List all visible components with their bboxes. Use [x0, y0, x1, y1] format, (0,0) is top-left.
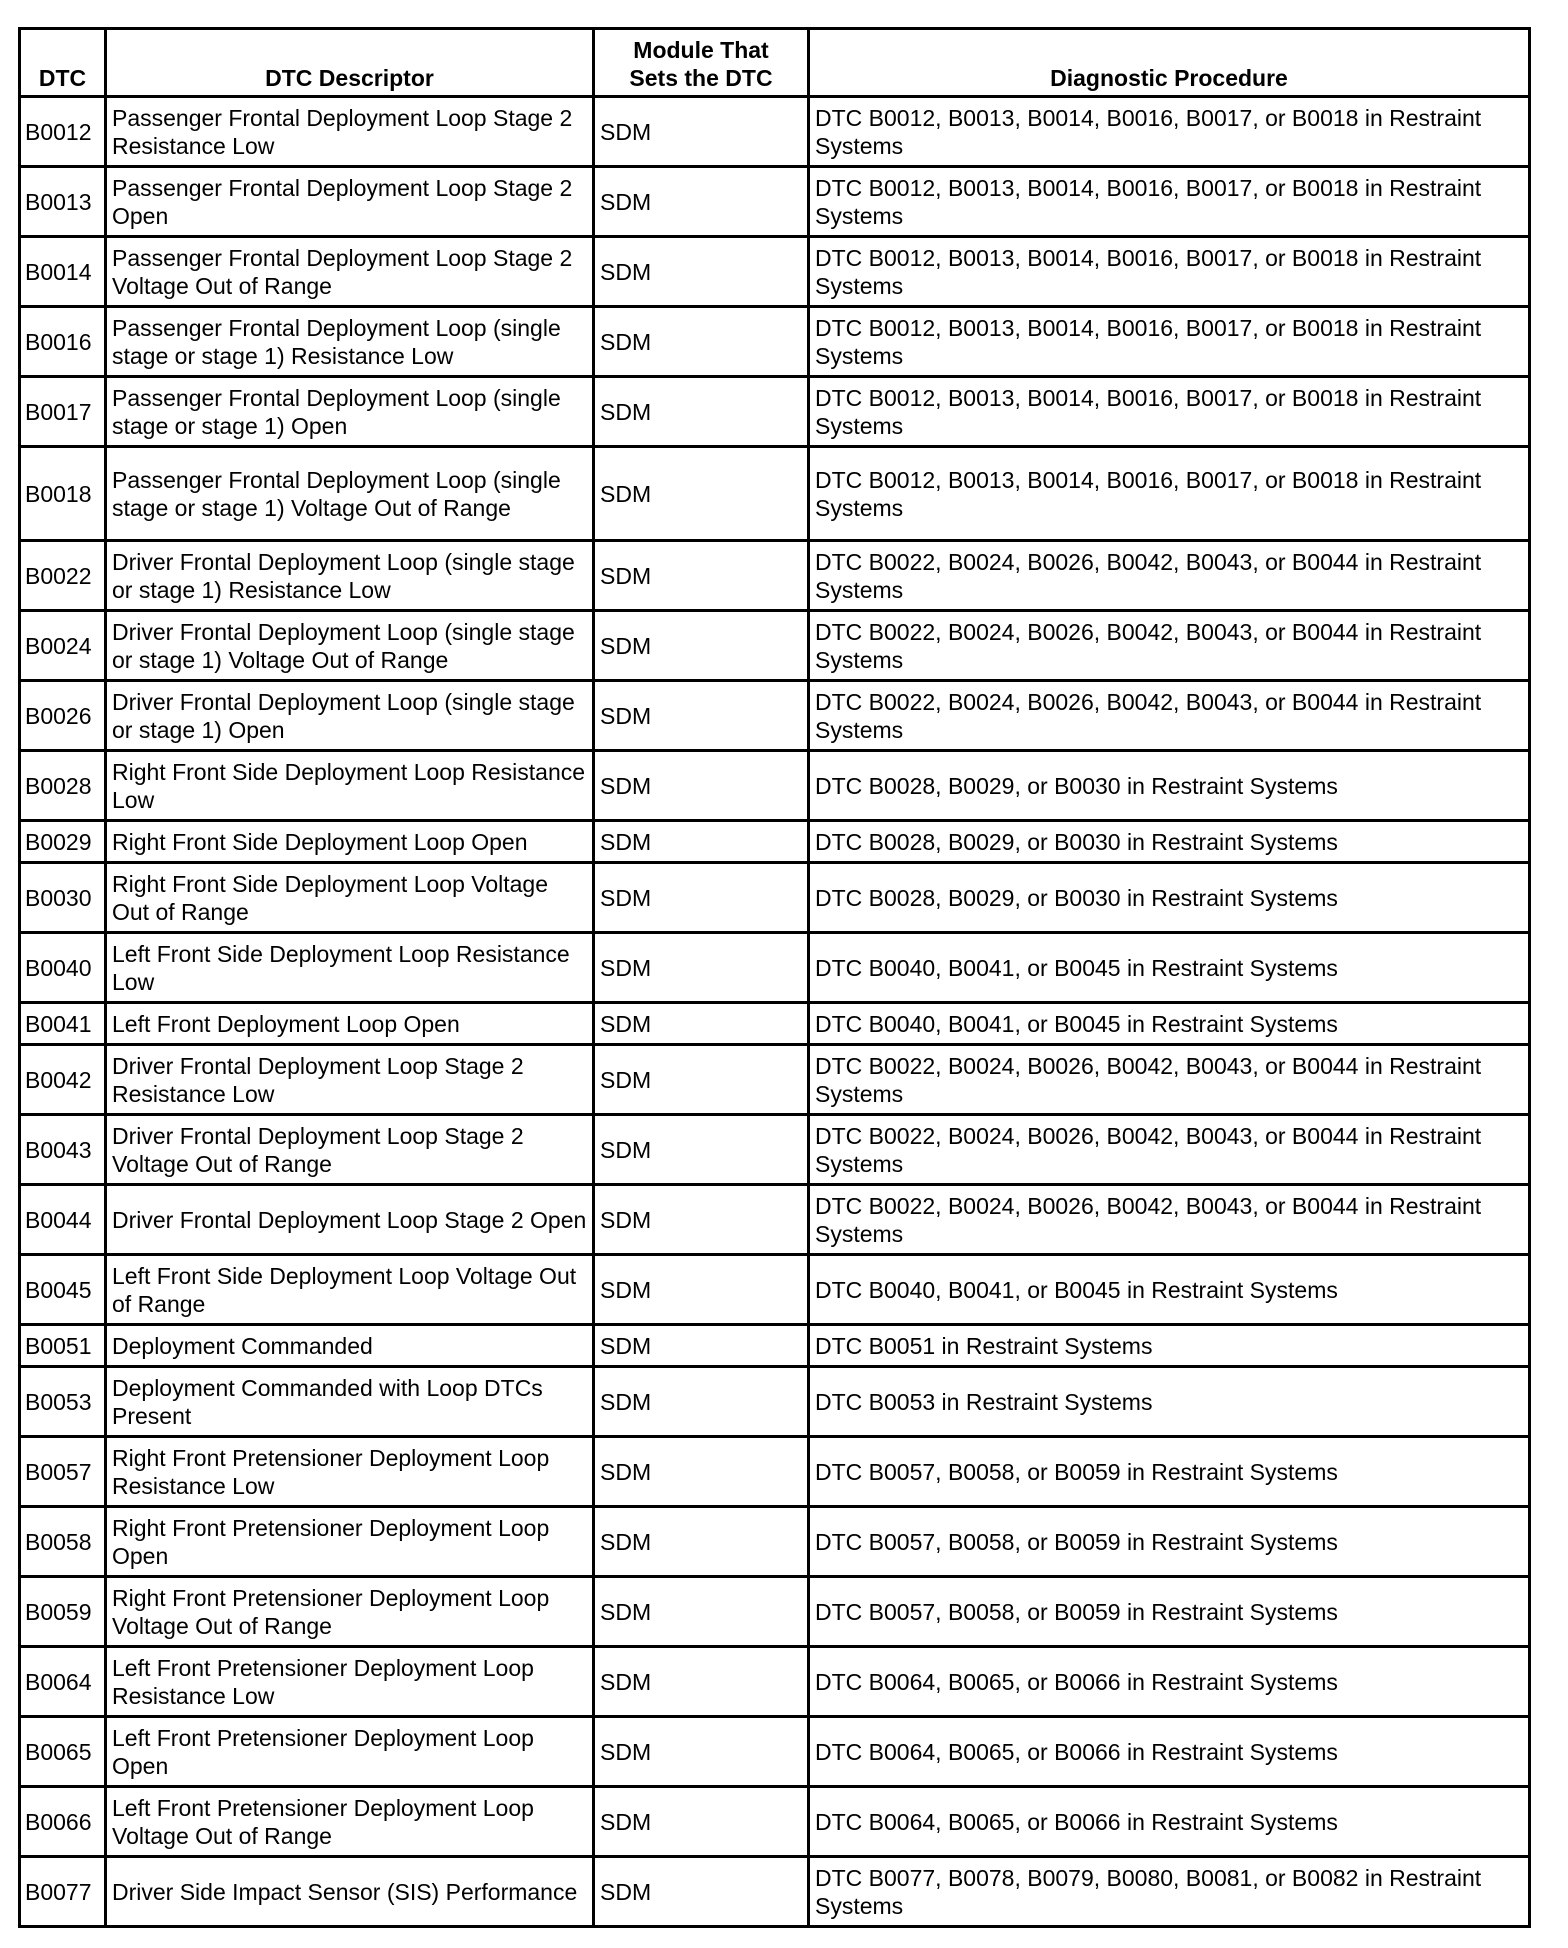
- cell-dtc-code: B0024: [20, 611, 106, 681]
- header-module: [594, 29, 809, 97]
- cell-diagnostic-procedure: DTC B0077, B0078, B0079, B0080, B0081, or B0082 in Restraint Systems: [809, 1857, 1530, 1927]
- cell-dtc-code: B0026: [20, 681, 106, 751]
- cell-diagnostic-procedure: DTC B0040, B0041, or B0045 in Restraint Systems: [809, 1003, 1530, 1045]
- cell-dtc-code: B0012: [20, 97, 106, 167]
- cell-dtc-code: B0064: [20, 1647, 106, 1717]
- cell-dtc-descriptor: Left Front Side Deployment Loop Resistance Low: [106, 933, 594, 1003]
- cell-dtc-descriptor: Right Front Side Deployment Loop Resistance Low: [106, 751, 594, 821]
- table-row: [20, 1115, 1530, 1185]
- header-dtc: DTC: [20, 29, 106, 97]
- cell-dtc-code: B0065: [20, 1717, 106, 1787]
- cell-dtc-descriptor: Driver Frontal Deployment Loop Stage 2 Open: [106, 1185, 594, 1255]
- cell-diagnostic-procedure: DTC B0064, B0065, or B0066 in Restraint Systems: [809, 1787, 1530, 1857]
- cell-dtc-code: B0041: [20, 1003, 106, 1045]
- cell-dtc-descriptor: Driver Frontal Deployment Loop Stage 2 Resistance Low: [106, 1045, 594, 1115]
- cell-module: SDM: [594, 1325, 809, 1367]
- cell-dtc-descriptor: Right Front Side Deployment Loop Open: [106, 821, 594, 863]
- cell-module: SDM: [594, 447, 809, 541]
- cell-dtc-code: B0028: [20, 751, 106, 821]
- cell-dtc-code: B0022: [20, 541, 106, 611]
- table-row: [20, 447, 1530, 541]
- cell-dtc-descriptor: Right Front Pretensioner Deployment Loop Open: [106, 1507, 594, 1577]
- cell-diagnostic-procedure: DTC B0022, B0024, B0026, B0042, B0043, or B0044 in Restraint Systems: [809, 1185, 1530, 1255]
- cell-diagnostic-procedure: DTC B0064, B0065, or B0066 in Restraint Systems: [809, 1647, 1530, 1717]
- cell-dtc-descriptor: Passenger Frontal Deployment Loop Stage 2 Open: [106, 167, 594, 237]
- cell-module: SDM: [594, 1577, 809, 1647]
- cell-dtc-descriptor: Driver Frontal Deployment Loop Stage 2 Voltage Out of Range: [106, 1115, 594, 1185]
- cell-diagnostic-procedure: DTC B0057, B0058, or B0059 in Restraint Systems: [809, 1437, 1530, 1507]
- cell-diagnostic-procedure: DTC B0012, B0013, B0014, B0016, B0017, or B0018 in Restraint Systems: [809, 377, 1530, 447]
- cell-dtc-code: B0051: [20, 1325, 106, 1367]
- cell-diagnostic-procedure: DTC B0028, B0029, or B0030 in Restraint Systems: [809, 863, 1530, 933]
- cell-dtc-code: B0018: [20, 447, 106, 541]
- table-row: [20, 1045, 1530, 1115]
- cell-dtc-code: B0057: [20, 1437, 106, 1507]
- cell-diagnostic-procedure: DTC B0012, B0013, B0014, B0016, B0017, or B0018 in Restraint Systems: [809, 307, 1530, 377]
- cell-dtc-descriptor: Right Front Pretensioner Deployment Loop Voltage Out of Range: [106, 1577, 594, 1647]
- cell-dtc-code: B0030: [20, 863, 106, 933]
- table-row: [20, 1255, 1530, 1325]
- cell-module: SDM: [594, 611, 809, 681]
- table-row: [20, 611, 1530, 681]
- cell-module: SDM: [594, 821, 809, 863]
- cell-dtc-descriptor: Driver Frontal Deployment Loop (single stage or stage 1) Resistance Low: [106, 541, 594, 611]
- header-module-line1: Module That: [633, 37, 769, 63]
- cell-dtc-descriptor: Passenger Frontal Deployment Loop Stage 2 Resistance Low: [106, 97, 594, 167]
- dtc-table: [18, 27, 1531, 1928]
- table-row: [20, 821, 1530, 863]
- table-row: [20, 863, 1530, 933]
- cell-diagnostic-procedure: DTC B0064, B0065, or B0066 in Restraint Systems: [809, 1717, 1530, 1787]
- cell-dtc-descriptor: Passenger Frontal Deployment Loop Stage 2 Voltage Out of Range: [106, 237, 594, 307]
- cell-diagnostic-procedure: DTC B0040, B0041, or B0045 in Restraint Systems: [809, 1255, 1530, 1325]
- cell-dtc-code: B0016: [20, 307, 106, 377]
- cell-dtc-descriptor: Right Front Pretensioner Deployment Loop Resistance Low: [106, 1437, 594, 1507]
- cell-diagnostic-procedure: DTC B0040, B0041, or B0045 in Restraint Systems: [809, 933, 1530, 1003]
- cell-module: SDM: [594, 1003, 809, 1045]
- cell-dtc-code: B0017: [20, 377, 106, 447]
- table-body: [20, 97, 1530, 1927]
- table-row: [20, 1185, 1530, 1255]
- cell-module: SDM: [594, 1787, 809, 1857]
- cell-dtc-code: B0042: [20, 1045, 106, 1115]
- cell-diagnostic-procedure: DTC B0053 in Restraint Systems: [809, 1367, 1530, 1437]
- cell-diagnostic-procedure: DTC B0012, B0013, B0014, B0016, B0017, or B0018 in Restraint Systems: [809, 97, 1530, 167]
- table-row: [20, 1367, 1530, 1437]
- table-row: [20, 751, 1530, 821]
- header-module-line2: Sets the DTC: [629, 65, 773, 91]
- cell-diagnostic-procedure: DTC B0012, B0013, B0014, B0016, B0017, or B0018 in Restraint Systems: [809, 447, 1530, 541]
- cell-diagnostic-procedure: DTC B0028, B0029, or B0030 in Restraint Systems: [809, 821, 1530, 863]
- cell-dtc-code: B0077: [20, 1857, 106, 1927]
- cell-dtc-code: B0013: [20, 167, 106, 237]
- cell-module: SDM: [594, 1367, 809, 1437]
- cell-module: SDM: [594, 97, 809, 167]
- cell-dtc-code: B0043: [20, 1115, 106, 1185]
- table-row: [20, 1003, 1530, 1045]
- header-diagnostic-procedure: Diagnostic Procedure: [809, 29, 1530, 97]
- cell-diagnostic-procedure: DTC B0012, B0013, B0014, B0016, B0017, or B0018 in Restraint Systems: [809, 167, 1530, 237]
- cell-diagnostic-procedure: DTC B0022, B0024, B0026, B0042, B0043, or B0044 in Restraint Systems: [809, 541, 1530, 611]
- cell-module: SDM: [594, 863, 809, 933]
- cell-dtc-descriptor: Left Front Pretensioner Deployment Loop Open: [106, 1717, 594, 1787]
- table-row: [20, 1325, 1530, 1367]
- table-row: [20, 541, 1530, 611]
- cell-dtc-descriptor: Left Front Deployment Loop Open: [106, 1003, 594, 1045]
- cell-module: SDM: [594, 167, 809, 237]
- table-row: [20, 1647, 1530, 1717]
- table-row: [20, 1507, 1530, 1577]
- cell-diagnostic-procedure: DTC B0022, B0024, B0026, B0042, B0043, or B0044 in Restraint Systems: [809, 1115, 1530, 1185]
- cell-dtc-code: B0058: [20, 1507, 106, 1577]
- cell-dtc-code: B0040: [20, 933, 106, 1003]
- cell-diagnostic-procedure: DTC B0057, B0058, or B0059 in Restraint Systems: [809, 1577, 1530, 1647]
- cell-module: SDM: [594, 1857, 809, 1927]
- cell-dtc-code: B0053: [20, 1367, 106, 1437]
- cell-module: SDM: [594, 1437, 809, 1507]
- cell-module: SDM: [594, 1507, 809, 1577]
- cell-diagnostic-procedure: DTC B0028, B0029, or B0030 in Restraint Systems: [809, 751, 1530, 821]
- cell-dtc-descriptor: Left Front Side Deployment Loop Voltage Out of Range: [106, 1255, 594, 1325]
- cell-dtc-descriptor: Left Front Pretensioner Deployment Loop Voltage Out of Range: [106, 1787, 594, 1857]
- cell-module: SDM: [594, 933, 809, 1003]
- cell-module: SDM: [594, 307, 809, 377]
- cell-dtc-descriptor: Right Front Side Deployment Loop Voltage Out of Range: [106, 863, 594, 933]
- cell-module: SDM: [594, 1647, 809, 1717]
- cell-dtc-descriptor: Left Front Pretensioner Deployment Loop Resistance Low: [106, 1647, 594, 1717]
- cell-dtc-descriptor: Deployment Commanded with Loop DTCs Present: [106, 1367, 594, 1437]
- cell-diagnostic-procedure: DTC B0057, B0058, or B0059 in Restraint Systems: [809, 1507, 1530, 1577]
- cell-module: SDM: [594, 237, 809, 307]
- cell-dtc-code: B0044: [20, 1185, 106, 1255]
- cell-dtc-code: B0066: [20, 1787, 106, 1857]
- table-row: [20, 1437, 1530, 1507]
- cell-dtc-descriptor: Deployment Commanded: [106, 1325, 594, 1367]
- cell-dtc-code: B0059: [20, 1577, 106, 1647]
- cell-module: SDM: [594, 1255, 809, 1325]
- cell-dtc-code: B0029: [20, 821, 106, 863]
- cell-diagnostic-procedure: DTC B0022, B0024, B0026, B0042, B0043, or B0044 in Restraint Systems: [809, 611, 1530, 681]
- table-row: [20, 307, 1530, 377]
- cell-dtc-descriptor: Passenger Frontal Deployment Loop (single stage or stage 1) Open: [106, 377, 594, 447]
- cell-dtc-descriptor: Passenger Frontal Deployment Loop (single stage or stage 1) Resistance Low: [106, 307, 594, 377]
- cell-dtc-descriptor: Driver Frontal Deployment Loop (single stage or stage 1) Voltage Out of Range: [106, 611, 594, 681]
- cell-diagnostic-procedure: DTC B0012, B0013, B0014, B0016, B0017, or B0018 in Restraint Systems: [809, 237, 1530, 307]
- cell-module: SDM: [594, 541, 809, 611]
- header-dtc-descriptor: DTC Descriptor: [106, 29, 594, 97]
- cell-diagnostic-procedure: DTC B0051 in Restraint Systems: [809, 1325, 1530, 1367]
- table-row: [20, 1717, 1530, 1787]
- cell-dtc-descriptor: Passenger Frontal Deployment Loop (single stage or stage 1) Voltage Out of Range: [106, 447, 594, 541]
- cell-module: SDM: [594, 1045, 809, 1115]
- table-row: [20, 933, 1530, 1003]
- cell-dtc-code: B0014: [20, 237, 106, 307]
- table-row: [20, 1787, 1530, 1857]
- cell-module: SDM: [594, 377, 809, 447]
- table-row: [20, 377, 1530, 447]
- cell-module: SDM: [594, 1185, 809, 1255]
- table-header-row: [20, 29, 1530, 97]
- table-row: [20, 237, 1530, 307]
- cell-dtc-descriptor: Driver Side Impact Sensor (SIS) Performance: [106, 1857, 594, 1927]
- cell-module: SDM: [594, 1115, 809, 1185]
- cell-module: SDM: [594, 751, 809, 821]
- cell-dtc-code: B0045: [20, 1255, 106, 1325]
- cell-module: SDM: [594, 681, 809, 751]
- cell-diagnostic-procedure: DTC B0022, B0024, B0026, B0042, B0043, or B0044 in Restraint Systems: [809, 1045, 1530, 1115]
- cell-module: SDM: [594, 1717, 809, 1787]
- cell-diagnostic-procedure: DTC B0022, B0024, B0026, B0042, B0043, or B0044 in Restraint Systems: [809, 681, 1530, 751]
- cell-dtc-descriptor: Driver Frontal Deployment Loop (single stage or stage 1) Open: [106, 681, 594, 751]
- table-row: [20, 1577, 1530, 1647]
- table-row: [20, 681, 1530, 751]
- table-row: [20, 1857, 1530, 1927]
- table-row: [20, 97, 1530, 167]
- table-row: [20, 167, 1530, 237]
